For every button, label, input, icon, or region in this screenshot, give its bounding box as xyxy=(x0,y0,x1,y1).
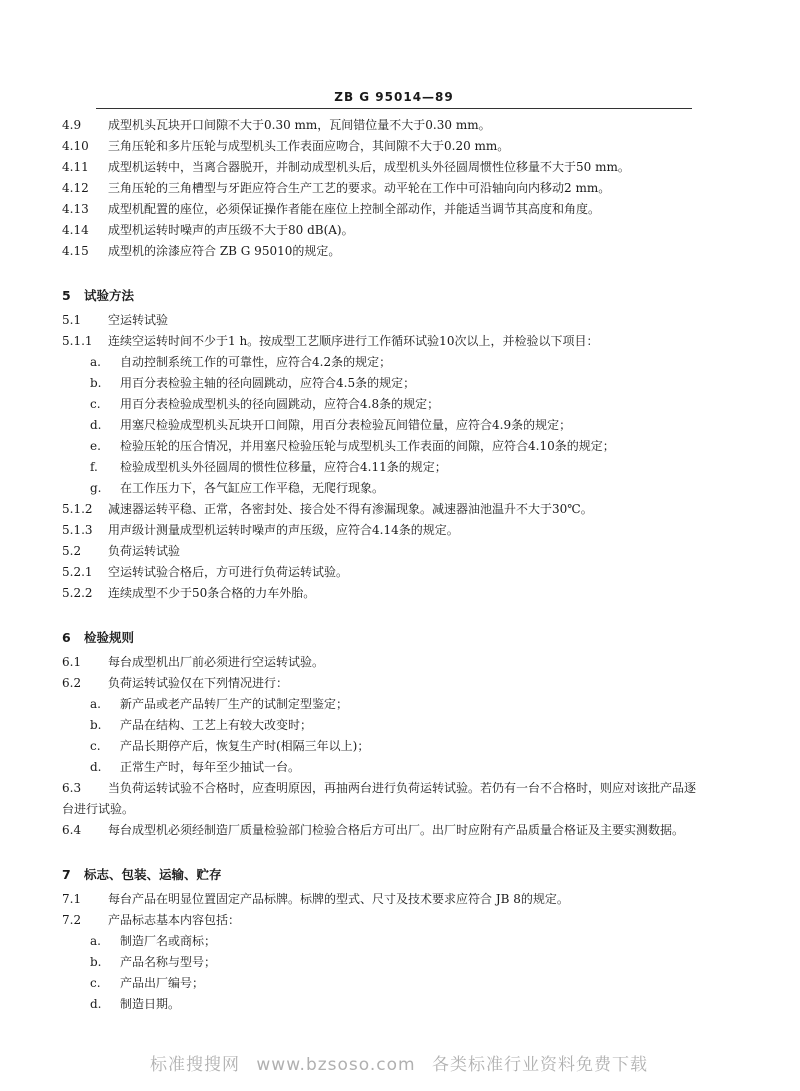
clause-5-1: 5.1 空运转试验 xyxy=(62,313,169,327)
clause-5-1-3: 5.1.3 用声级计测量成型机运转时噪声的声压级，应符合4.14条的规定。 xyxy=(62,523,459,537)
list-item: b. 产品在结构、工艺上有较大改变时； xyxy=(90,718,313,732)
clause-4-15: 4.15 成型机的涂漆应符合 ZB G 95010的规定。 xyxy=(62,244,341,258)
list-item: g. 在工作压力下，各气缸应工作平稳，无爬行现象。 xyxy=(90,481,385,495)
clause-5-2: 5.2 负荷运转试验 xyxy=(62,544,181,558)
clause-4-10: 4.10 三角压轮和多片压轮与成型机头工作表面应吻合，其间隙不大于0.20 mm。 xyxy=(62,139,510,153)
list-item: a. 制造厂名或商标； xyxy=(90,934,217,948)
clause-5-1-1: 5.1.1 连续空运转时间不少于1 h。按成型工艺顺序进行工作循环试验10次以上，并检验以下项目： xyxy=(62,334,599,348)
clause-5-2-2: 5.2.2 连续成型不少于50条合格的力车外胎。 xyxy=(62,586,316,600)
list-item: c. 产品出厂编号； xyxy=(90,976,205,990)
clause-6-4: 6.4 每台成型机必须经制造厂质量检验部门检验合格后方可出厂。出厂时应附有产品质量合格证及主要实测数据。 xyxy=(62,823,685,837)
watermark-slogan: 各类标准行业资料免费下载 xyxy=(432,1055,649,1075)
clause-5-2-1: 5.2.1 空运转试验合格后，方可进行负荷运转试验。 xyxy=(62,565,349,579)
list-item: a. 新产品或老产品转厂生产的试制定型鉴定； xyxy=(90,697,349,711)
clause-5-1-2: 5.1.2 减速器运转平稳、正常，各密封处、接合处不得有渗漏现象。减速器油池温升不大于30℃。 xyxy=(62,502,593,516)
clause-7-2: 7.2 产品标志基本内容包括： xyxy=(62,913,241,927)
clause-4-11: 4.11 成型机运转中，当离合器脱开，并制动成型机头后，成型机头外径圆周惯性位移量不大于50 mm。 xyxy=(62,160,630,174)
list-item: c. 用百分表检验成型机头的径向圆跳动，应符合4.8条的规定； xyxy=(90,397,440,411)
list-item: d. 正常生产时，每年至少抽试一台。 xyxy=(90,760,301,774)
list-item: a. 自动控制系统工作的可靠性，应符合4.2条的规定； xyxy=(90,355,392,369)
clause-4-12: 4.12 三角压轮的三角槽型与牙距应符合生产工艺的要求。动平轮在工作中可沿轴向向内移动2 mm。 xyxy=(62,181,611,195)
section-7-heading: 7 标志、包装、运输、贮存 xyxy=(62,867,222,882)
clause-4-13: 4.13 成型机配置的座位，必须保证操作者能在座位上控制全部动作，并能适当调节其高度和角度。 xyxy=(62,202,601,216)
watermark-url[interactable]: www.bzsoso.com xyxy=(256,1055,416,1075)
section-5-heading: 5 试验方法 xyxy=(62,288,135,303)
watermark-site-name: 标准搜搜网 xyxy=(150,1055,240,1075)
document-body xyxy=(62,115,702,1015)
list-item: d. 制造日期。 xyxy=(90,997,181,1011)
header-divider xyxy=(96,108,692,109)
list-item: b. 产品名称与型号； xyxy=(90,955,217,969)
list-item: c. 产品长期停产后，恢复生产时(相隔三年以上)； xyxy=(90,739,370,753)
clause-7-1: 7.1 每台产品在明显位置固定产品标牌。标牌的型式、尺寸及技术要求应符合 JB 8的规定。 xyxy=(62,892,569,906)
clause-6-3: 6.3 当负荷运转试验不合格时，应查明原因，再抽两台进行负荷运转试验。若仍有一台不合格时，则应对该批产品逐台进行试验。 xyxy=(62,781,697,816)
list-item: e. 检验压轮的压合情况，并用塞尺检验压轮与成型机头工作表面的间隙，应符合4.10条的规定； xyxy=(90,439,615,453)
standard-code-header: ZB G 95014—89 xyxy=(334,90,454,104)
watermark-footer xyxy=(150,1050,690,1075)
clause-6-1: 6.1 每台成型机出厂前必须进行空运转试验。 xyxy=(62,655,325,669)
list-item: b. 用百分表检验主轴的径向圆跳动，应符合4.5条的规定； xyxy=(90,376,416,390)
clause-4-9: 4.9 成型机头瓦块开口间隙不大于0.30 mm，瓦间错位量不大于0.30 mm。 xyxy=(62,118,491,132)
section-6-heading: 6 检验规则 xyxy=(62,630,135,645)
clause-6-2: 6.2 负荷运转试验仅在下列情况进行： xyxy=(62,676,289,690)
list-item: f. 检验成型机头外径圆周的惯性位移量，应符合4.11条的规定； xyxy=(90,460,447,474)
list-item: d. 用塞尺检验成型机头瓦块开口间隙，用百分表检验瓦间错位量，应符合4.9条的规定； xyxy=(90,418,572,432)
clause-4-14: 4.14 成型机运转时噪声的声压级不大于80 dB(A)。 xyxy=(62,223,354,237)
